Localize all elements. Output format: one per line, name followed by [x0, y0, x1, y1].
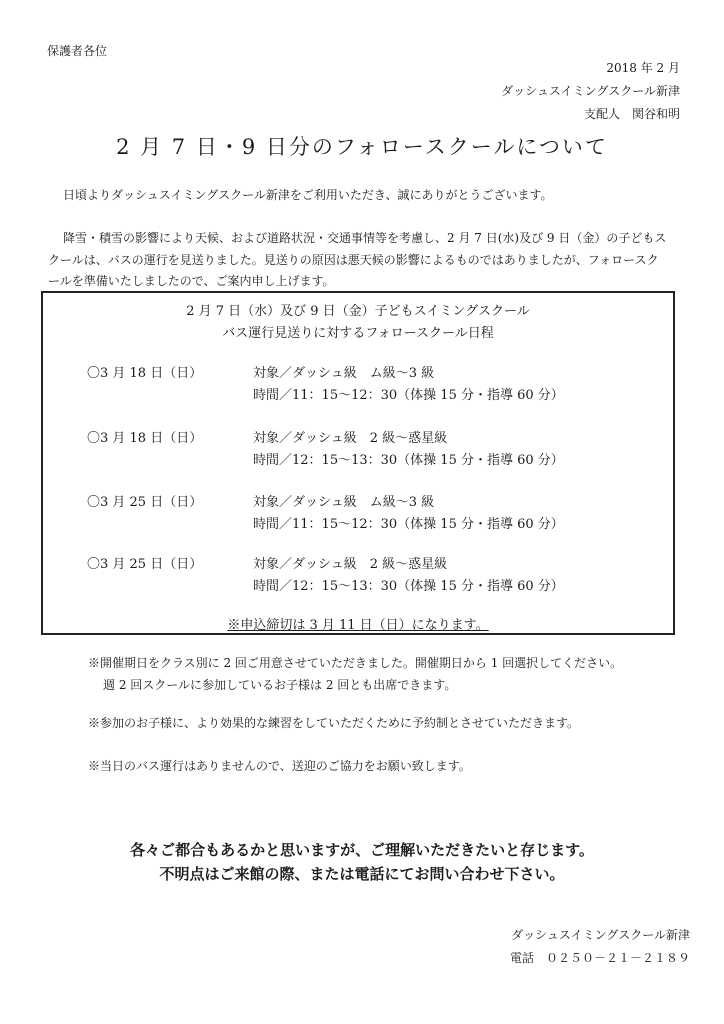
schedule-target: 対象／ダッシュ級 ム級～3 級	[253, 495, 435, 510]
footer-organization: ダッシュスイミングスクール新津	[511, 928, 690, 942]
body-line-3: ールを準備いたしましたので、ご案内申し上げます。	[48, 274, 335, 288]
body-line-1: 降雪・積雪の影響により天候、および道路状況・交通事情等を考慮し、2 月 7 日(水)及び 9 日（金）の子どもス	[63, 231, 667, 245]
page-title: 2 月 7 日・9 日分のフォロースクールについて	[116, 135, 608, 159]
schedule-time: 時間／11：15～12：30（体操 15 分・指導 60 分）	[253, 517, 564, 532]
closing-line-1: 各々ご都合もあるかと思いますが、ご理解いただきたいと存じます。	[130, 841, 594, 859]
note-2: ※参加のお子様に、より効果的な練習をしていただくために予約制とさせていただきます。	[88, 716, 580, 730]
note-1-continued: 週 2 回スクールに参加しているお子様は 2 回とも出席できます。	[103, 678, 457, 692]
intro-text: 日頃よりダッシュスイミングスクール新津をご利用いただき、誠にありがとうございます。	[63, 188, 553, 202]
document-date: 2018 年 2 月	[606, 61, 680, 75]
recipient-line: 保護者各位	[47, 44, 108, 58]
schedule-date: 〇3 月 25 日（日）	[87, 495, 203, 510]
schedule-box	[41, 291, 675, 635]
schedule-target: 対象／ダッシュ級 ム級～3 級	[253, 366, 435, 381]
schedule-time: 時間／11：15～12：30（体操 15 分・指導 60 分）	[253, 388, 564, 403]
note-3: ※当日のバス運行はありませんので、送迎のご協力をお願い致します。	[88, 759, 471, 773]
sender-person: 支配人 関谷和明	[583, 107, 680, 121]
body-line-2: クールは、バスの運行を見送りました。見送りの原因は悪天候の影響によるものではありましたが、フォロースク	[48, 253, 659, 267]
closing-line-2: 不明点はご来館の際、または電話にてお問い合わせ下さい。	[159, 865, 565, 883]
schedule-target: 対象／ダッシュ級 2 級～惑星級	[253, 557, 448, 572]
schedule-time: 時間／12：15～13：30（体操 15 分・指導 60 分）	[253, 579, 564, 594]
sender-organization: ダッシュスイミングスクール新津	[501, 84, 680, 98]
schedule-heading-1: 2 月 7 日（水）及び 9 日（金）子どもスイミングスクール	[186, 304, 530, 319]
schedule-date: 〇3 月 18 日（日）	[87, 366, 203, 381]
schedule-target: 対象／ダッシュ級 2 級～惑星級	[253, 431, 448, 446]
schedule-date: 〇3 月 18 日（日）	[87, 431, 203, 446]
schedule-heading-2: バス運行見送りに対するフォロースクール日程	[222, 326, 494, 341]
application-deadline: ※申込締切は 3 月 11 日（日）になります。	[227, 618, 489, 633]
schedule-time: 時間／12：15～13：30（体操 15 分・指導 60 分）	[253, 453, 564, 468]
schedule-date: 〇3 月 25 日（日）	[87, 557, 203, 572]
note-1: ※開催期日をクラス別に 2 回ご用意させていただきました。開催期日から 1 回選択してください。	[88, 656, 623, 670]
footer-phone: 電話 ０２５０－２１－２１８９	[509, 951, 690, 965]
